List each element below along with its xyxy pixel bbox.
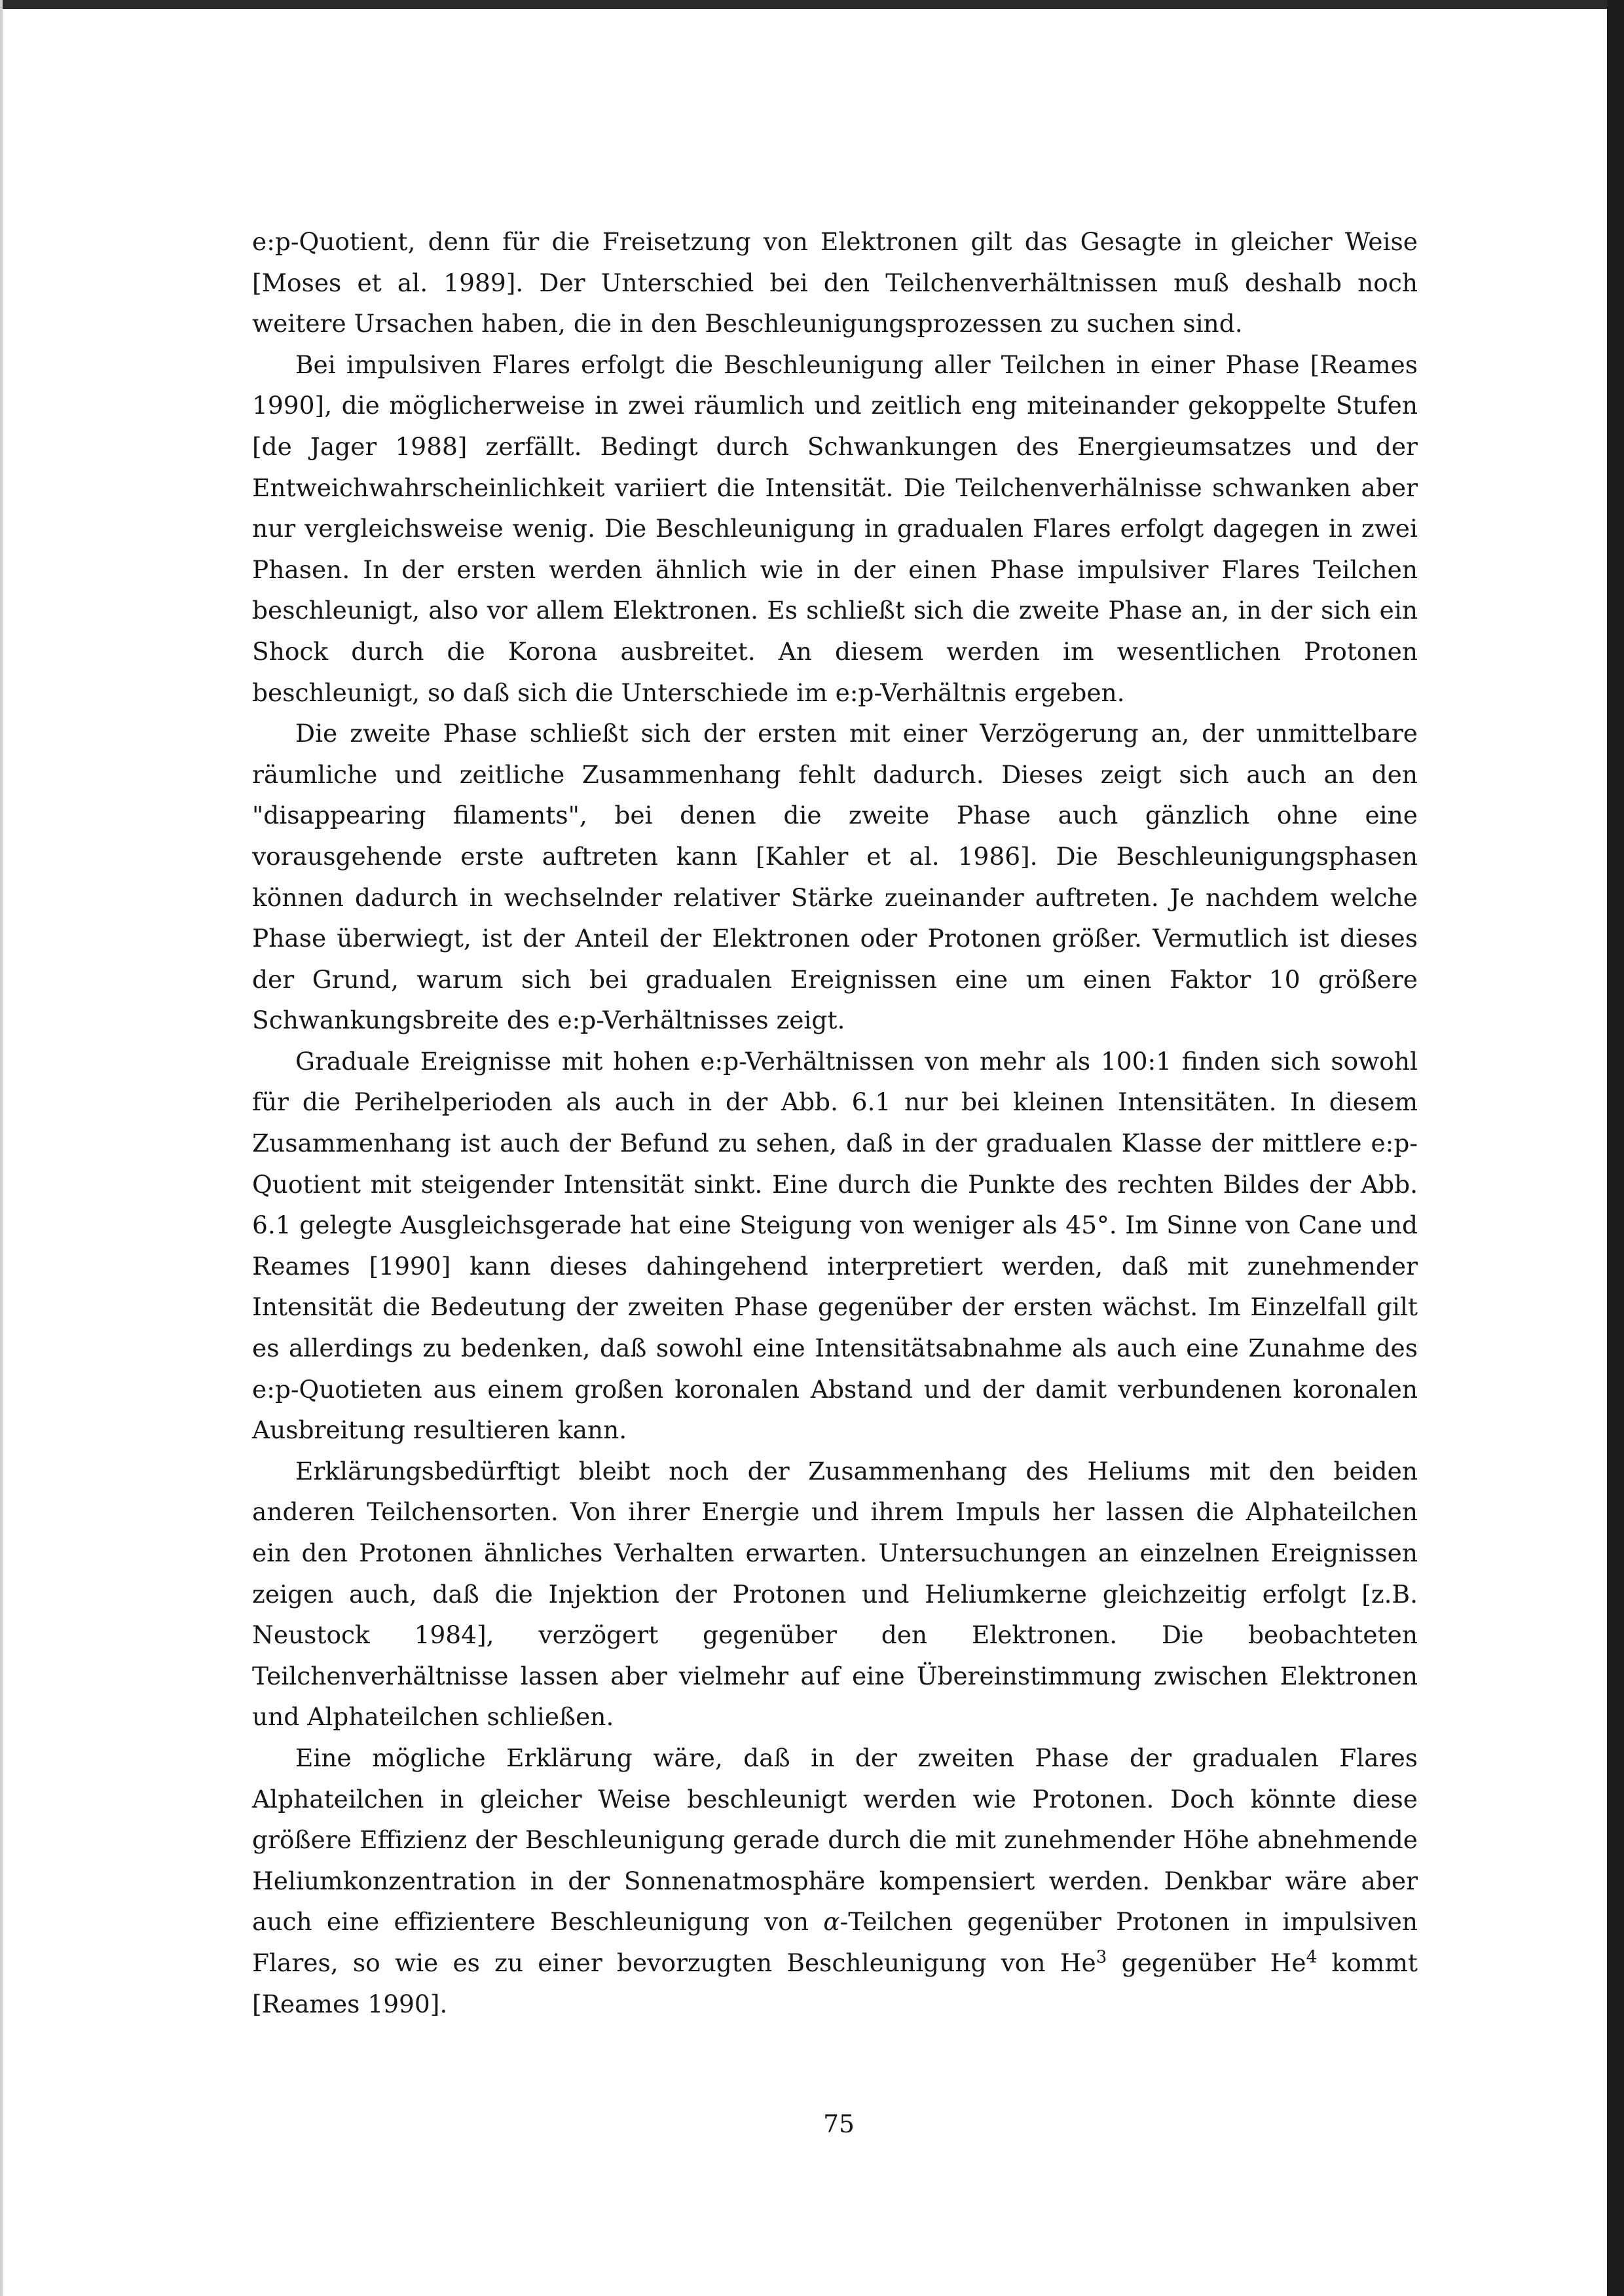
paragraph [252, 344, 1418, 713]
page-number: 75 [823, 2109, 855, 2138]
paragraph-text: gegenüber He [1107, 1948, 1306, 1977]
scan-edge-right [1607, 0, 1624, 2296]
paragraph [252, 221, 1418, 344]
paragraph [252, 1041, 1418, 1451]
paragraph-text: Eine mögliche Erklärung wäre, daß in der zweiten Phase der gradualen Flares Alphateilchen in gleicher Weise beschleunigt werden wie Protonen. Doch könnte diese größere Effizienz der Beschleunigung gerade durch die mit zunehmender Höhe abnehmende Heliumkonzentration in der Sonnenatmosphäre kompensiert werden. Denkbar wäre aber auch eine effizientere Beschleunigung von [252, 1743, 1418, 1937]
paragraph-text: e:p-Quotient, denn für die Freisetzung von Elektronen gilt das Gesagte in gleicher Weise [Moses et al. 1989]. Der Unterschied bei den Teilchenverhältnissen muß deshalb noch weitere Ursachen haben, die in den Beschleunigungsprozessen zu suchen sind. [252, 227, 1418, 338]
paragraph-text: 3 [1096, 1947, 1107, 1967]
paragraph-text: Bei impulsiven Flares erfolgt die Beschleunigung aller Teilchen in einer Phase [Reames 1990], die möglicherweise in zwei räumlich und zeitlich eng miteinander gekoppelte Stufen [de Jager 1988] zerfällt. Bedingt durch Schwankungen des Energieumsatzes und der Entweichwahrscheinlichkeit variiert die Intensität. Die Teilchenverhälnisse schwanken aber nur vergleichsweise wenig. Die Beschleunigung in gradualen Flares erfolgt dagegen in zwei Phasen. In der ersten werden ähnlich wie in der einen Phase impulsiver Flares Teilchen beschleunigt, also vor allem Elektronen. Es schließt sich die zweite Phase an, in der sich ein Shock durch die Korona ausbreitet. An diesem werden im wesentlichen Protonen beschleunigt, so daß sich die Unterschiede im e:p-Verhältnis ergeben. [252, 350, 1418, 707]
paragraph-text: Die zweite Phase schließt sich der ersten mit einer Verzögerung an, der unmittelbare räumliche und zeitliche Zusammenhang fehlt dadurch. Dieses zeigt sich auch an den "disappearing filaments", bei denen die zweite Phase auch gänzlich ohne eine vorausgehende erste auftreten kann [Kahler et al. 1986]. Die Beschleunigungsphasen können dadurch in wechselnder relativer Stärke zueinander auftreten. Je nachdem welche Phase überwiegt, ist der Anteil der Elektronen oder Protonen größer. Vermutlich ist dieses der Grund, warum sich bei gradualen Ereignissen eine um einen Faktor 10 größere Schwankungsbreite des e:p-Verhältnisses zeigt. [252, 719, 1418, 1035]
paragraph-text: kommt [Reames 1990]. [252, 1948, 1418, 2018]
paragraph-text: Graduale Ereignisse mit hohen e:p-Verhältnissen von mehr als 100:1 finden sich sowohl für die Perihelperioden als auch in der Abb. 6.1 nur bei kleinen Intensitäten. In diesem Zusammenhang ist auch der Befund zu sehen, daß in der gradualen Klasse der mittlere e:p-Quotient mit steigender Intensität sinkt. Eine durch die Punkte des rechten Bildes der Abb. 6.1 gelegte Ausgleichsgerade hat eine Steigung von weniger als 45°. Im Sinne von Cane und Reames [1990] kann dieses dahingehend interpretiert werden, daß mit zunehmender Intensität die Bedeutung der zweiten Phase gegenüber der ersten wächst. Im Einzelfall gilt es allerdings zu bedenken, daß sowohl eine Intensitätsabnahme als auch eine Zunahme des e:p-Quotieten aus einem großen koronalen Abstand und der damit verbundenen koronalen Ausbreitung resultieren kann. [252, 1046, 1418, 1445]
paragraph [252, 1738, 1418, 2024]
body-text [252, 221, 1418, 2024]
paragraph [252, 1451, 1418, 1738]
scan-edge-top [0, 0, 1624, 9]
paragraph-text: 4 [1306, 1947, 1318, 1967]
paragraph-text: -Teilchen gegenüber Protonen in impulsiven Flares, so wie es zu einer bevorzugten Beschleunigung von He [252, 1907, 1418, 1977]
scan-edge-left [0, 0, 3, 2296]
paragraph [252, 713, 1418, 1041]
paragraph-text: α [823, 1907, 840, 1937]
paragraph-text: Erklärungsbedürftigt bleibt noch der Zusammenhang des Heliums mit den beiden anderen Teilchensorten. Von ihrer Energie und ihrem Impuls her lassen die Alphateilchen ein den Protonen ähnliches Verhalten erwarten. Untersuchungen an einzelnen Ereignissen zeigen auch, daß die Injektion der Protonen und Heliumkerne gleichzeitig erfolgt [z.B. Neustock 1984], verzögert gegenüber den Elektronen. Die beobachteten Teilchenverhältnisse lassen aber vielmehr auf eine Übereinstimmung zwischen Elektronen und Alphateilchen schließen. [252, 1456, 1418, 1732]
